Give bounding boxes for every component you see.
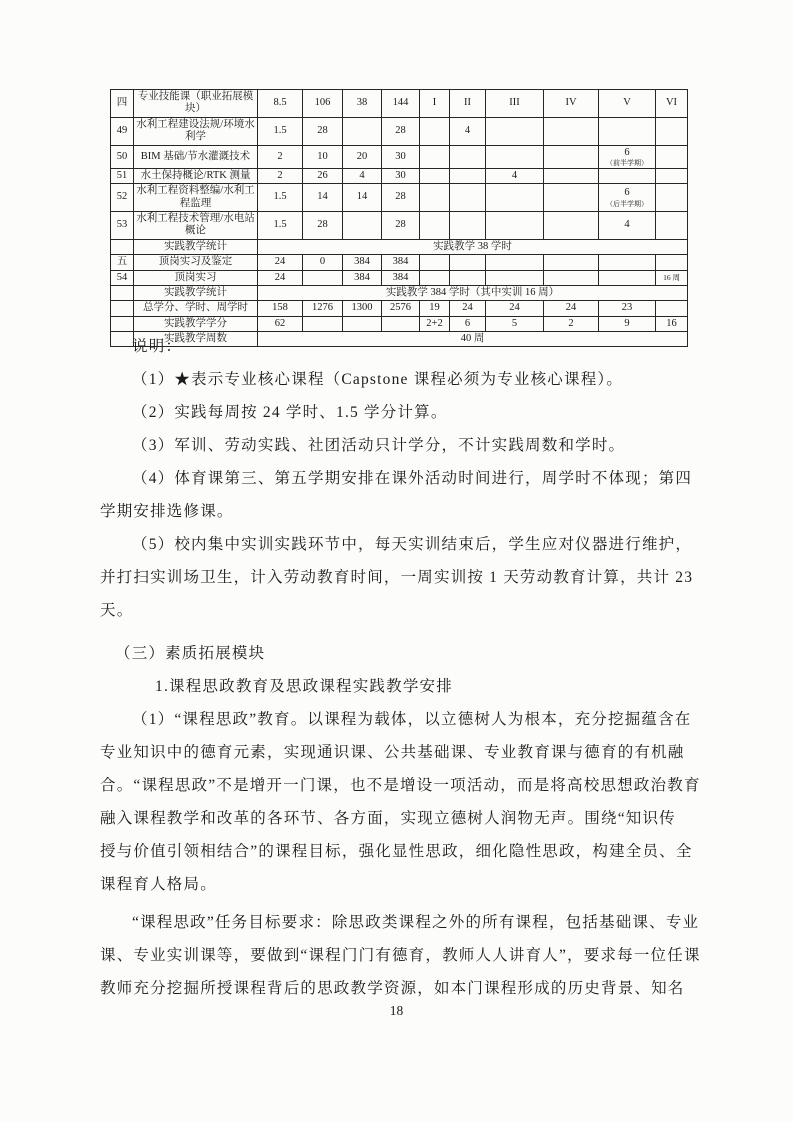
table-cell-text: 实践教学 38 学时 bbox=[433, 240, 512, 252]
table-cell bbox=[544, 117, 599, 145]
table-cell bbox=[599, 184, 656, 212]
table-cell bbox=[111, 255, 134, 270]
table-cell bbox=[599, 301, 656, 316]
table-cell-text: 4 bbox=[359, 169, 365, 181]
table-cell-text: 24 bbox=[274, 256, 286, 268]
table-cell bbox=[343, 270, 382, 285]
table-cell bbox=[420, 117, 450, 145]
table-cell bbox=[382, 184, 420, 212]
table-cell bbox=[599, 255, 656, 270]
table-cell-text: 30 bbox=[395, 150, 406, 162]
table-cell-text: 28 bbox=[395, 191, 406, 203]
paragraph-line: 融入课程教学和改革的各环节、各方面，实现立德树人润物无声。围绕“知识传 bbox=[100, 810, 676, 827]
table-cell-text: 6 bbox=[624, 187, 630, 199]
paragraph-line: （1）“课程思政”教育。以课程为载体，以立德树人为根本，充分挖掘蕴含在 bbox=[132, 711, 692, 728]
table-cell-text: 144 bbox=[392, 97, 409, 109]
table-cell-text: 384 bbox=[392, 271, 409, 283]
table-cell-text: 顶岗实习及鉴定 bbox=[158, 256, 233, 268]
table-row bbox=[111, 168, 688, 183]
table-cell bbox=[382, 145, 420, 168]
table-cell bbox=[486, 168, 544, 183]
table-cell bbox=[450, 117, 486, 145]
table-cell bbox=[382, 90, 420, 118]
table-cell bbox=[258, 184, 303, 212]
table-cell bbox=[343, 145, 382, 168]
table-cell bbox=[343, 255, 382, 270]
table-cell-text: 2 bbox=[277, 150, 283, 162]
table-cell bbox=[544, 212, 599, 240]
table-cell bbox=[303, 90, 343, 118]
paragraph-line: 合。“课程思政”不是增开一门课，也不是增设一项活动，而是将高校思想政治教育 bbox=[100, 777, 701, 794]
table-cell bbox=[450, 168, 486, 183]
note-line: （4）体育课第三、第五学期安排在课外活动时间进行，周学时不体现；第四 bbox=[132, 470, 693, 487]
paragraph-line: 专业知识中的德育元素，实现通识课、公共基础课、专业教育课与德育的有机融 bbox=[100, 744, 685, 761]
body-text bbox=[100, 330, 701, 1005]
table-cell-text: 52 bbox=[116, 191, 128, 203]
table-cell bbox=[343, 212, 382, 240]
table-cell bbox=[450, 270, 486, 285]
table-cell bbox=[303, 255, 343, 270]
note-line: （2）实践每周按 24 学时、1.5 学分计算。 bbox=[132, 404, 448, 421]
table-row bbox=[111, 184, 688, 212]
table-cell bbox=[544, 90, 599, 118]
table-cell-text: 1300 bbox=[351, 302, 373, 314]
table-cell-text: 54 bbox=[116, 271, 128, 283]
table-cell bbox=[382, 255, 420, 270]
table-cell-text: 1.5 bbox=[273, 191, 287, 203]
table-cell bbox=[599, 145, 656, 168]
table-cell bbox=[134, 168, 258, 183]
table-cell bbox=[111, 285, 134, 300]
table-cell bbox=[599, 270, 656, 285]
table-cell-text: 6 bbox=[624, 146, 630, 158]
table-cell-text: 2576 bbox=[390, 302, 411, 314]
table-cell bbox=[486, 184, 544, 212]
table-cell bbox=[382, 117, 420, 145]
table-cell bbox=[134, 270, 258, 285]
paragraph-line: 授与价值引领相结合”的课程目标，强化显性思政，细化隐性思政，构建全员、全 bbox=[100, 843, 693, 860]
table-cell-text: 实践教学学分 bbox=[164, 317, 227, 329]
table-cell bbox=[486, 255, 544, 270]
table-cell-text: V bbox=[623, 97, 631, 109]
table-cell bbox=[544, 270, 599, 285]
table-cell bbox=[656, 255, 688, 270]
table-cell bbox=[258, 255, 303, 270]
table-cell-text: 14 bbox=[356, 191, 368, 203]
note-line: （1）★表示专业核心课程（Capstone 课程必须为专业核心课程）。 bbox=[132, 371, 624, 388]
table-cell bbox=[450, 184, 486, 212]
table-row bbox=[111, 285, 688, 300]
curriculum-table-section bbox=[110, 89, 688, 347]
table-cell-text: 28 bbox=[317, 219, 328, 231]
table-row bbox=[111, 90, 688, 118]
table-cell bbox=[343, 168, 382, 183]
table-cell-text: 10 bbox=[317, 150, 328, 162]
table-cell-text: 384 bbox=[392, 256, 409, 268]
table-cell-text: 五 bbox=[116, 256, 128, 268]
table-cell bbox=[656, 270, 688, 285]
note-line: 学期安排选修课。 bbox=[100, 503, 234, 520]
table-cell bbox=[134, 90, 258, 118]
table-cell bbox=[544, 301, 599, 316]
table-cell-text: 24 bbox=[565, 302, 577, 314]
table-cell bbox=[656, 184, 688, 212]
table-cell-text: 23 bbox=[621, 302, 633, 314]
table-cell-text: II bbox=[464, 97, 471, 109]
table-cell bbox=[599, 168, 656, 183]
paragraph-line: “课程思政”任务目标要求：除思政类课程之外的所有课程，包括基础课、专业 bbox=[132, 914, 700, 931]
table-cell-text: 40 周 bbox=[460, 333, 485, 345]
table-cell bbox=[486, 270, 544, 285]
table-row bbox=[111, 212, 688, 240]
table-cell bbox=[450, 145, 486, 168]
table-cell-text: 62 bbox=[274, 317, 286, 329]
table-cell bbox=[420, 255, 450, 270]
table-cell-text: 0 bbox=[319, 256, 326, 268]
table-cell bbox=[303, 184, 343, 212]
table-cell-text: 20 bbox=[356, 150, 368, 162]
table-cell bbox=[343, 117, 382, 145]
table-cell bbox=[420, 145, 450, 168]
table-cell-text: 四 bbox=[116, 97, 128, 109]
table-cell bbox=[258, 285, 688, 300]
table-cell bbox=[303, 301, 343, 316]
table-cell-text: 水利工程资料整编/水利工程监理 bbox=[136, 185, 255, 209]
table-cell bbox=[544, 255, 599, 270]
note-line: （3）军训、劳动实践、社团活动只计学分，不计实践周数和学时。 bbox=[132, 437, 626, 454]
table-cell-text: 158 bbox=[272, 302, 288, 314]
table-cell bbox=[656, 301, 688, 316]
table-cell bbox=[134, 145, 258, 168]
table-cell bbox=[450, 90, 486, 118]
table-cell bbox=[111, 117, 134, 145]
table-cell bbox=[303, 212, 343, 240]
table-cell bbox=[258, 117, 303, 145]
table-cell bbox=[258, 212, 303, 240]
table-row bbox=[111, 270, 688, 285]
table-cell bbox=[134, 301, 258, 316]
table-row bbox=[111, 239, 688, 254]
table-cell-text: 51 bbox=[116, 169, 128, 181]
table-cell-text: 53 bbox=[116, 219, 128, 231]
table-cell-text: I bbox=[432, 97, 437, 109]
table-cell bbox=[486, 301, 544, 316]
paragraph-line: 教师充分挖掘所授课程背后的思政教学资源，如本门课程形成的历史背景、知名 bbox=[100, 980, 685, 997]
table-cell-text: 2 bbox=[568, 317, 574, 329]
table-cell bbox=[382, 270, 420, 285]
table-cell-text: 30 bbox=[395, 169, 406, 181]
table-cell bbox=[486, 212, 544, 240]
curriculum-table bbox=[110, 89, 688, 347]
table-cell bbox=[599, 90, 656, 118]
table-cell bbox=[450, 301, 486, 316]
table-cell-text: 水土保持概论/RTK 测量 bbox=[140, 169, 251, 181]
table-cell-text: 16 周 bbox=[663, 272, 680, 282]
table-cell bbox=[343, 301, 382, 316]
table-cell bbox=[450, 212, 486, 240]
paragraph-line: 课、专业实训课等，要做到“课程门门有德育，教师人人讲育人”，要求每一位任课 bbox=[100, 947, 701, 964]
table-cell-text: 24 bbox=[274, 271, 286, 283]
table-cell bbox=[111, 270, 134, 285]
table-cell bbox=[599, 212, 656, 240]
table-cell-subnote: （后半学期） bbox=[606, 199, 648, 208]
table-cell-text: 5 bbox=[511, 317, 518, 329]
page-number: 18 bbox=[389, 1003, 404, 1018]
table-cell bbox=[656, 168, 688, 183]
table-cell bbox=[420, 90, 450, 118]
table-cell-text: 4 bbox=[464, 124, 471, 136]
table-cell-text: 4 bbox=[624, 219, 630, 231]
table-cell-text: 28 bbox=[317, 124, 328, 136]
table-cell bbox=[382, 212, 420, 240]
table-cell bbox=[420, 184, 450, 212]
table-cell-text: 28 bbox=[395, 124, 406, 136]
table-cell bbox=[134, 212, 258, 240]
table-cell-text: 19 bbox=[429, 302, 440, 314]
table-cell bbox=[486, 117, 544, 145]
table-cell-text: 1.5 bbox=[273, 124, 287, 136]
table-cell-text: 水利工程建设法规/环境水利学 bbox=[136, 118, 255, 143]
table-cell-text: 实践教学统计 bbox=[164, 286, 227, 298]
table-row bbox=[111, 145, 688, 168]
table-cell bbox=[303, 270, 343, 285]
table-cell bbox=[111, 184, 134, 212]
table-cell bbox=[303, 117, 343, 145]
section-subheading: 1.课程思政教育及思政课程实践教学安排 bbox=[155, 678, 453, 695]
table-cell-text: 24 bbox=[509, 302, 520, 314]
table-cell-text: 38 bbox=[356, 97, 368, 109]
table-cell-text: 顶岗实习 bbox=[174, 271, 217, 283]
table-row bbox=[111, 301, 688, 316]
table-cell bbox=[111, 212, 134, 240]
table-cell bbox=[258, 90, 303, 118]
table-cell-subnote: （前半学期） bbox=[606, 158, 648, 167]
table-cell-text: 2+2 bbox=[426, 317, 443, 329]
table-cell-text: 24 bbox=[462, 302, 473, 314]
section-heading: （三）素质拓展模块 bbox=[115, 645, 266, 662]
note-line: （5）校内集中实训实践环节中，每天实训结束后，学生应对仪器进行维护， bbox=[132, 536, 693, 553]
table-cell-text: 4 bbox=[511, 169, 518, 181]
note-line: 并打扫实训场卫生，计入劳动教育时间，一周实训按 1 天劳动教育计算，共计 23 bbox=[100, 569, 694, 586]
table-cell-text: 106 bbox=[314, 97, 331, 109]
table-cell bbox=[544, 168, 599, 183]
table-cell bbox=[303, 168, 343, 183]
table-cell-text: 9 bbox=[624, 317, 630, 329]
table-cell bbox=[258, 301, 303, 316]
table-cell-text: 50 bbox=[116, 150, 128, 162]
table-cell-text: BIM 基础/节水灌溉技术 bbox=[140, 150, 251, 162]
table-cell bbox=[420, 168, 450, 183]
table-cell-text: 总学分、学时、周学时 bbox=[143, 302, 248, 314]
table-cell bbox=[420, 212, 450, 240]
curriculum-table-body bbox=[111, 90, 688, 347]
table-cell-text: 49 bbox=[116, 124, 128, 136]
table-cell-text: 实践教学周数 bbox=[164, 333, 227, 345]
table-cell bbox=[382, 301, 420, 316]
table-cell-text: 实践教学统计 bbox=[164, 240, 227, 252]
table-cell bbox=[258, 168, 303, 183]
notes-title: 说明： bbox=[132, 338, 183, 355]
table-cell bbox=[134, 255, 258, 270]
table-cell bbox=[111, 145, 134, 168]
note-line: 天。 bbox=[100, 602, 134, 619]
table-cell bbox=[111, 301, 134, 316]
table-cell bbox=[450, 255, 486, 270]
table-cell bbox=[111, 168, 134, 183]
table-cell-text: 水利工程技术管理/水电站概论 bbox=[136, 213, 255, 237]
table-cell bbox=[343, 90, 382, 118]
table-cell-text: 专业技能课（职业拓展模块） bbox=[137, 91, 254, 115]
table-cell bbox=[134, 184, 258, 212]
table-cell bbox=[134, 117, 258, 145]
table-cell bbox=[656, 212, 688, 240]
table-cell bbox=[599, 117, 656, 145]
table-cell-text: 384 bbox=[354, 271, 370, 283]
table-cell-text: VI bbox=[665, 97, 678, 109]
table-cell-text: 14 bbox=[317, 191, 328, 203]
table-cell-text: 实践教学 384 学时（其中实训 16 周） bbox=[385, 286, 560, 298]
table-cell-text: 28 bbox=[395, 219, 406, 231]
table-cell-text: 8.5 bbox=[273, 97, 287, 109]
table-cell-text: 1.5 bbox=[273, 219, 287, 231]
paragraph-line: 课程育人格局。 bbox=[100, 876, 217, 893]
table-cell bbox=[486, 145, 544, 168]
table-cell bbox=[258, 239, 688, 254]
table-cell bbox=[656, 90, 688, 118]
table-cell bbox=[656, 145, 688, 168]
table-cell-text: 6 bbox=[464, 317, 471, 329]
table-cell-text: IV bbox=[565, 97, 577, 109]
table-cell bbox=[134, 285, 258, 300]
table-cell bbox=[656, 117, 688, 145]
table-cell bbox=[382, 168, 420, 183]
table-cell bbox=[544, 184, 599, 212]
table-cell bbox=[111, 239, 134, 254]
table-row bbox=[111, 117, 688, 145]
table-cell-text: 16 bbox=[666, 317, 677, 329]
table-cell bbox=[258, 145, 303, 168]
table-cell bbox=[134, 239, 258, 254]
table-cell bbox=[343, 184, 382, 212]
table-cell bbox=[258, 270, 303, 285]
table-cell bbox=[111, 90, 134, 118]
table-cell-text: 1276 bbox=[312, 302, 333, 314]
table-cell-text: 384 bbox=[354, 256, 370, 268]
table-cell-text: III bbox=[509, 97, 520, 109]
table-cell bbox=[420, 301, 450, 316]
table-cell-text: 26 bbox=[317, 169, 328, 181]
table-cell bbox=[544, 145, 599, 168]
table-row bbox=[111, 255, 688, 270]
table-cell bbox=[420, 270, 450, 285]
table-cell bbox=[486, 90, 544, 118]
table-cell-text: 2 bbox=[277, 169, 283, 181]
table-cell bbox=[303, 145, 343, 168]
